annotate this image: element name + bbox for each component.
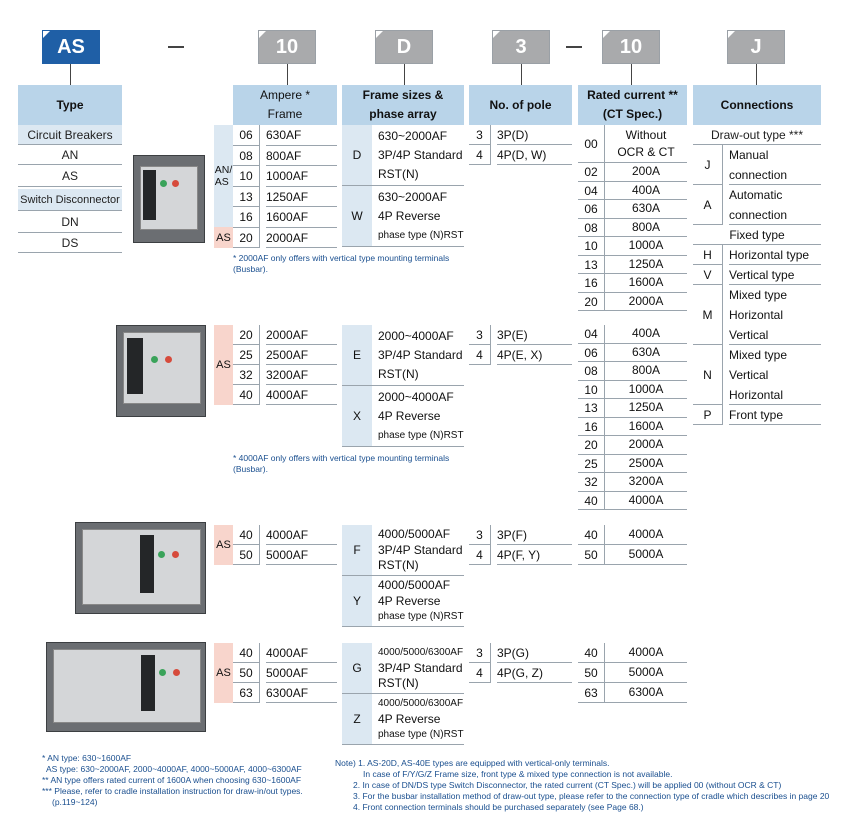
separator-dash (566, 46, 582, 48)
frame-code: F (342, 525, 372, 576)
frame-line: 2000~4000AF (378, 390, 454, 404)
frame-line: 4P Reverse (378, 711, 441, 726)
conn-code: P (693, 405, 723, 425)
row-value: 400A (605, 325, 687, 344)
row-value: 5000AF (266, 663, 337, 683)
frame-code: D (342, 125, 372, 186)
row-code: 20 (233, 228, 260, 249)
code-pole: 3 (492, 30, 550, 64)
row-value: 2000A (605, 293, 687, 312)
row-value: 800A (605, 219, 687, 238)
row-value: 2500A (605, 455, 687, 474)
row-code: 10 (233, 166, 260, 187)
row-code: 16 (578, 418, 605, 437)
code-connection: J (727, 30, 785, 64)
row-value: 4000AF (266, 643, 337, 663)
conn-code: N (693, 345, 723, 405)
row-code: 25 (233, 345, 260, 365)
row-code: 40 (233, 385, 260, 405)
row-value: 1250AF (266, 187, 337, 208)
header-type: Type (18, 85, 122, 125)
code-rated: 10 (602, 30, 660, 64)
frame-desc (372, 576, 464, 627)
row-code: 08 (578, 362, 605, 381)
row-value: 4P(E, X) (497, 345, 572, 365)
row-value: 4000AF (266, 525, 337, 545)
row-value: 200A (605, 163, 687, 182)
conn-line: Front type (729, 408, 784, 422)
row-value: 4P(G, Z) (497, 663, 572, 683)
breaker-image-2 (116, 325, 206, 417)
row-code: 06 (578, 344, 605, 363)
tag-as: AS (214, 525, 233, 565)
frame-code: G (342, 643, 372, 694)
row-value: 5000AF (266, 545, 337, 565)
frame-line: phase type (N)RST (378, 611, 464, 623)
row-code: 32 (233, 365, 260, 385)
row-code: 32 (578, 473, 605, 492)
conn-desc (729, 265, 821, 285)
row-code: 50 (233, 545, 260, 565)
frame-code: X (342, 386, 372, 447)
row-code: 4 (469, 545, 491, 565)
conn-code: A (693, 185, 723, 225)
row-code: 50 (578, 663, 605, 683)
type-dn: DN (18, 211, 122, 233)
conn-drawout-label: Draw-out type *** (693, 125, 821, 145)
row-code: 04 (578, 325, 605, 344)
row-value: 1000A (605, 381, 687, 400)
connector-line (287, 64, 288, 86)
frame-line: 4000/5000AF (378, 527, 451, 541)
frame-line: 4000/5000AF (378, 578, 451, 592)
breaker-image-1 (133, 155, 205, 243)
row-value: 4000AF (266, 385, 337, 405)
row-value: 630A (605, 200, 687, 219)
conn-desc (729, 145, 821, 185)
row-code: 25 (578, 455, 605, 474)
footnotes-left: * AN type: 630~1600AF AS type: 630~2000AF, 2000~4000AF, 4000~5000AF, 4000~6300AF ** AN type offers rated current of 1600A when choosing 630~1600AF *** Please, refer to cradle installation instruction for draw-in/out types. (p.119~124) (42, 753, 303, 807)
row-value: 1600A (605, 418, 687, 437)
row-value: 5000A (605, 545, 687, 565)
conn-fixed-label: Fixed type (693, 225, 821, 245)
row-value: 800A (605, 362, 687, 381)
row-value: 1000A (605, 237, 687, 256)
row-code: 40 (578, 643, 605, 663)
type-ds: DS (18, 233, 122, 253)
breaker-image-4 (46, 642, 206, 732)
row-code: 08 (578, 219, 605, 238)
row-code: 50 (578, 545, 605, 565)
frame-line: RST(N) (378, 167, 419, 181)
frame-line: 630~2000AF (378, 190, 448, 204)
type-cb-label: Circuit Breakers (18, 125, 122, 145)
conn-line: Vertical (729, 368, 769, 382)
conn-code: V (693, 265, 723, 285)
frame-line: 4000/5000/6300AF (378, 647, 464, 658)
tag-anas: AN/ AS (214, 125, 233, 227)
header-rated: Rated current ** (CT Spec.) (578, 85, 687, 125)
frame-line: phase type (N)RST (378, 729, 464, 741)
row-code: 40 (578, 525, 605, 545)
row-code: 06 (578, 200, 605, 219)
row-value: 2000AF (266, 228, 337, 249)
footnotes-right: Note) 1. AS-20D, AS-40E types are equipped with vertical-only terminals. In case of F/Y/G/Z Frame size, front type & mixed type connection is not available. 2. In case of DN/DS type Switch Disconnector, the rated current (CT Spec.) will be applied 00 (without OCR & CT) 3. For the busbar installation method of draw-out type, please refer to the connection type of cradle which describes in page 20 4. Front connection terminals should be purchased separately (see Page 68.) (335, 758, 830, 812)
row-value: 3200AF (266, 365, 337, 385)
connector-line (404, 64, 405, 86)
frame-line: 3P/4P Standard (378, 660, 463, 675)
conn-code: M (693, 285, 723, 345)
row-code: 3 (469, 525, 491, 545)
frame-desc (372, 694, 464, 745)
tag-as: AS (214, 325, 233, 405)
row-value: 4000A (605, 643, 687, 663)
header-poles: No. of pole (469, 85, 572, 125)
conn-desc (729, 345, 821, 405)
row-code: 3 (469, 325, 491, 345)
row-code: 20 (233, 325, 260, 345)
conn-line: Horizontal (729, 308, 784, 322)
row-code: 4 (469, 145, 491, 165)
breaker-image-3 (75, 522, 206, 614)
separator-dash (168, 46, 184, 48)
conn-line: Mixed type (729, 288, 788, 302)
row-code: 4 (469, 345, 491, 365)
tag-as: AS (214, 227, 233, 248)
code-type: AS (42, 30, 100, 64)
row-code: 40 (578, 492, 605, 511)
row-value: 1600AF (266, 207, 337, 228)
row-code: 63 (233, 683, 260, 703)
row-code: 13 (233, 187, 260, 208)
row-value: 4000A (605, 492, 687, 511)
row-value: 2000AF (266, 325, 337, 345)
row-value: 1600A (605, 274, 687, 293)
type-sd-label: Switch Disconnector (18, 189, 122, 211)
row-value: 3P(F) (497, 525, 572, 545)
conn-line: Mixed type (729, 348, 788, 362)
row-code: 10 (578, 237, 605, 256)
frame-desc (372, 525, 464, 576)
conn-line: connection (729, 208, 788, 222)
tag-as: AS (214, 643, 233, 703)
frame-line: phase type (N)RST (378, 430, 464, 441)
conn-line: Vertical type (729, 268, 795, 282)
row-code: 16 (578, 274, 605, 293)
conn-code: H (693, 245, 723, 265)
group1-note: * 2000AF only offers with vertical type mounting terminals (Busbar). (233, 253, 450, 274)
row-value: 4P(F, Y) (497, 545, 572, 565)
conn-desc (729, 245, 821, 265)
group2-note: * 4000AF only offers with vertical type mounting terminals (Busbar). (233, 453, 450, 474)
frame-line: 2000~4000AF (378, 329, 454, 343)
row-code: 40 (233, 525, 260, 545)
frame-line: phase type (N)RST (378, 230, 464, 241)
code-ampere: 10 (258, 30, 316, 64)
row-value: 1250A (605, 256, 687, 275)
row-code: 10 (578, 381, 605, 400)
frame-desc (372, 643, 464, 694)
row-code: 4 (469, 663, 491, 683)
header-frame: Frame sizes & phase array (342, 85, 464, 125)
conn-line: Horizontal (729, 388, 784, 402)
row-value: 4P(D, W) (497, 145, 572, 165)
conn-code: J (693, 145, 723, 185)
frame-line: 630~2000AF (378, 129, 448, 143)
frame-line: 4P Reverse (378, 409, 441, 423)
row-value: 3200A (605, 473, 687, 492)
row-code: 08 (233, 146, 260, 167)
row-value: 2000A (605, 436, 687, 455)
frame-line: 3P/4P Standard (378, 348, 463, 362)
row-code: 13 (578, 399, 605, 418)
connector-line (756, 64, 757, 86)
row-value: 5000A (605, 663, 687, 683)
frame-line: 4P Reverse (378, 209, 441, 223)
row-code: 13 (578, 256, 605, 275)
row-code: 20 (578, 436, 605, 455)
connector-line (70, 64, 71, 86)
conn-desc (729, 405, 821, 425)
frame-line: 4000/5000/6300AF (378, 698, 464, 709)
row-value: 1000AF (266, 166, 337, 187)
connector-line (521, 64, 522, 86)
row-code: 63 (578, 683, 605, 703)
row-code: 3 (469, 643, 491, 663)
row-code: 40 (233, 643, 260, 663)
row-code: 16 (233, 207, 260, 228)
row-code: 00 (578, 125, 605, 163)
frame-line: RST(N) (378, 367, 419, 381)
row-value: 6300A (605, 683, 687, 703)
frame-code: Y (342, 576, 372, 627)
frame-line: RST(N) (378, 558, 419, 573)
row-code: 06 (233, 125, 260, 146)
conn-line: Manual (729, 148, 769, 162)
frame-desc (372, 125, 464, 186)
code-frame: D (375, 30, 433, 64)
conn-line: Vertical (729, 328, 769, 342)
row-code: 3 (469, 125, 491, 145)
header-ampere: Ampere * Frame (233, 85, 337, 125)
conn-line: connection (729, 168, 788, 182)
row-value: 630A (605, 344, 687, 363)
frame-line: 3P/4P Standard (378, 148, 463, 162)
row-value: 400A (605, 182, 687, 201)
row-value: 6300AF (266, 683, 337, 703)
conn-line: Automatic (729, 188, 783, 202)
row-value: 800AF (266, 146, 337, 167)
frame-line: 3P/4P Standard (378, 542, 463, 557)
row-value: 1250A (605, 399, 687, 418)
row-value: 3P(E) (497, 325, 572, 345)
type-as: AS (18, 165, 122, 187)
row-code: 04 (578, 182, 605, 201)
row-value: 2500AF (266, 345, 337, 365)
row-code: 50 (233, 663, 260, 683)
row-value: 3P(D) (497, 125, 572, 145)
row-code: 20 (578, 293, 605, 312)
row-value: 3P(G) (497, 643, 572, 663)
type-an: AN (18, 145, 122, 165)
connector-line (631, 64, 632, 86)
conn-desc (729, 285, 821, 345)
frame-code: Z (342, 694, 372, 745)
frame-code: W (342, 186, 372, 247)
conn-desc (729, 185, 821, 225)
frame-desc (372, 386, 464, 447)
frame-line: 4P Reverse (378, 593, 441, 608)
row-code: 02 (578, 163, 605, 182)
frame-line: RST(N) (378, 676, 419, 691)
conn-line: Horizontal type (729, 248, 810, 262)
header-connections: Connections (693, 85, 821, 125)
row-value: 630AF (266, 125, 337, 146)
frame-desc (372, 186, 464, 247)
frame-desc (372, 325, 464, 386)
row-value: Without OCR & CT (605, 125, 687, 163)
row-value: 4000A (605, 525, 687, 545)
frame-code: E (342, 325, 372, 386)
